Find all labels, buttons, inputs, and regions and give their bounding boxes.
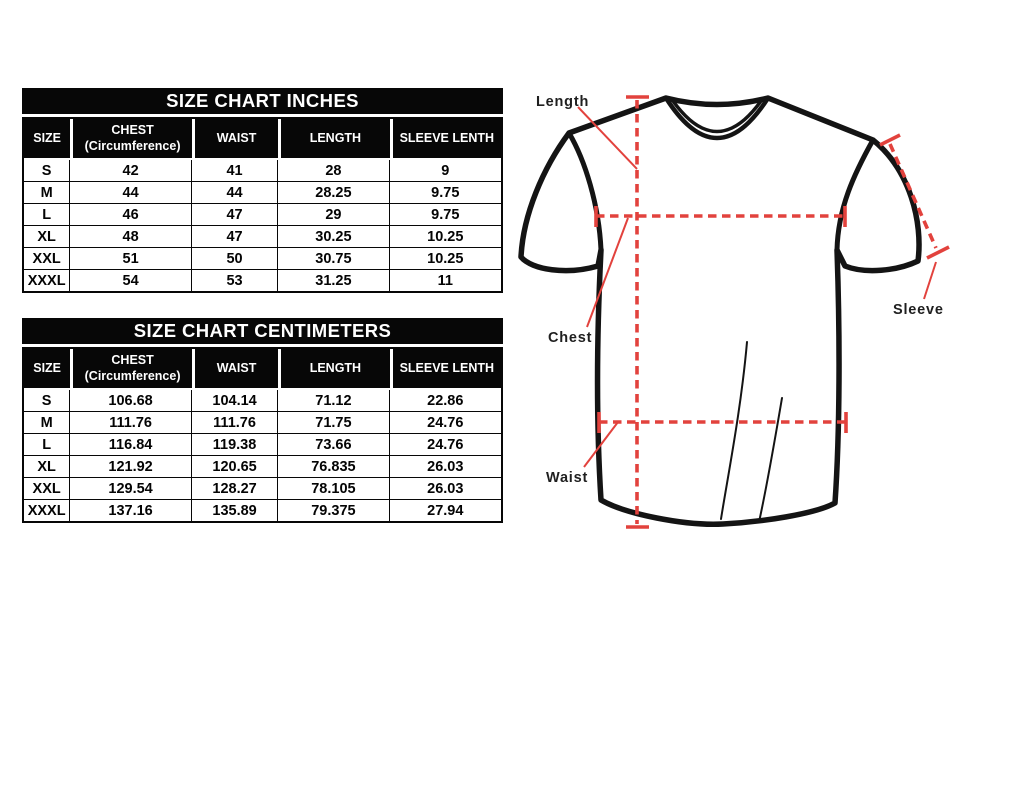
tshirt-measurement-diagram [500, 80, 980, 550]
cell-waist: 44 [192, 182, 278, 204]
cell-length: 76.835 [278, 456, 389, 478]
cell-waist: 135.89 [192, 500, 278, 521]
cell-waist: 128.27 [192, 478, 278, 500]
length-label: Length [536, 94, 590, 110]
table-row [24, 434, 501, 456]
cell-chest: 42 [70, 160, 192, 182]
cell-length: 31.25 [278, 270, 389, 291]
waist-label: Waist [546, 470, 589, 486]
cell-waist: 47 [192, 204, 278, 226]
cell-length: 71.75 [278, 412, 389, 434]
sleeve-pointer [924, 262, 936, 299]
cell-length: 28 [278, 160, 389, 182]
cell-waist: 119.38 [192, 434, 278, 456]
cell-chest: 54 [70, 270, 192, 291]
cell-chest: 137.16 [70, 500, 192, 521]
col-header-sleeve: SLEEVE LENTH [390, 119, 501, 160]
table-row [24, 500, 501, 521]
header-row [24, 349, 501, 390]
col-header-chest: CHEST (Circumference) [70, 119, 192, 160]
cell-waist: 50 [192, 248, 278, 270]
cell-chest: 44 [70, 182, 192, 204]
cell-sleeve: 26.03 [390, 478, 501, 500]
centimeters-size-table [22, 318, 503, 523]
cell-chest: 111.76 [70, 412, 192, 434]
table-row [24, 390, 501, 412]
col-header-length: LENGTH [278, 349, 389, 390]
cell-size: XL [24, 456, 70, 478]
cell-chest: 51 [70, 248, 192, 270]
cell-waist: 104.14 [192, 390, 278, 412]
col-header-waist: WAIST [192, 349, 278, 390]
cell-size: XXXL [24, 500, 70, 521]
chest-label: Chest [548, 330, 593, 346]
cell-sleeve: 10.25 [390, 226, 501, 248]
table-row [24, 248, 501, 270]
cell-waist: 111.76 [192, 412, 278, 434]
cell-length: 30.25 [278, 226, 389, 248]
inches-size-table [22, 88, 503, 293]
cell-sleeve: 11 [390, 270, 501, 291]
cell-sleeve: 9.75 [390, 204, 501, 226]
col-header-chest: CHEST (Circumference) [70, 349, 192, 390]
table-row [24, 456, 501, 478]
cell-length: 71.12 [278, 390, 389, 412]
table-row [24, 270, 501, 291]
cell-waist: 41 [192, 160, 278, 182]
cell-chest: 121.92 [70, 456, 192, 478]
cell-size: S [24, 390, 70, 412]
table-row [24, 226, 501, 248]
col-header-size: SIZE [24, 119, 70, 160]
sleeve-label: Sleeve [893, 302, 944, 318]
cell-sleeve: 24.76 [390, 434, 501, 456]
cell-length: 28.25 [278, 182, 389, 204]
cell-length: 79.375 [278, 500, 389, 521]
inches-table-grid [22, 117, 503, 293]
cell-size: XXL [24, 248, 70, 270]
col-header-length: LENGTH [278, 119, 389, 160]
cell-sleeve: 27.94 [390, 500, 501, 521]
col-header-waist: WAIST [192, 119, 278, 160]
cell-length: 29 [278, 204, 389, 226]
cell-waist: 53 [192, 270, 278, 291]
cm-table-grid [22, 347, 503, 523]
cell-sleeve: 9 [390, 160, 501, 182]
cell-size: M [24, 182, 70, 204]
cell-sleeve: 26.03 [390, 456, 501, 478]
cell-chest: 46 [70, 204, 192, 226]
cell-waist: 47 [192, 226, 278, 248]
cell-length: 73.66 [278, 434, 389, 456]
col-header-sleeve: SLEEVE LENTH [390, 349, 501, 390]
cell-size: XXXL [24, 270, 70, 291]
cell-size: L [24, 434, 70, 456]
cell-size: XXL [24, 478, 70, 500]
table-row [24, 478, 501, 500]
cell-chest: 129.54 [70, 478, 192, 500]
cell-waist: 120.65 [192, 456, 278, 478]
table-row [24, 160, 501, 182]
table-row [24, 182, 501, 204]
table-row [24, 412, 501, 434]
cell-sleeve: 24.76 [390, 412, 501, 434]
cell-sleeve: 10.25 [390, 248, 501, 270]
cell-size: S [24, 160, 70, 182]
cell-sleeve: 9.75 [390, 182, 501, 204]
cell-length: 30.75 [278, 248, 389, 270]
col-header-size: SIZE [24, 349, 70, 390]
cell-size: M [24, 412, 70, 434]
cell-sleeve: 22.86 [390, 390, 501, 412]
cell-chest: 48 [70, 226, 192, 248]
cell-length: 78.105 [278, 478, 389, 500]
cm-table-title: SIZE CHART CENTIMETERS [22, 318, 503, 344]
header-row [24, 119, 501, 160]
cell-chest: 106.68 [70, 390, 192, 412]
cell-size: L [24, 204, 70, 226]
cell-chest: 116.84 [70, 434, 192, 456]
table-row [24, 204, 501, 226]
cell-size: XL [24, 226, 70, 248]
inches-table-title: SIZE CHART INCHES [22, 88, 503, 114]
